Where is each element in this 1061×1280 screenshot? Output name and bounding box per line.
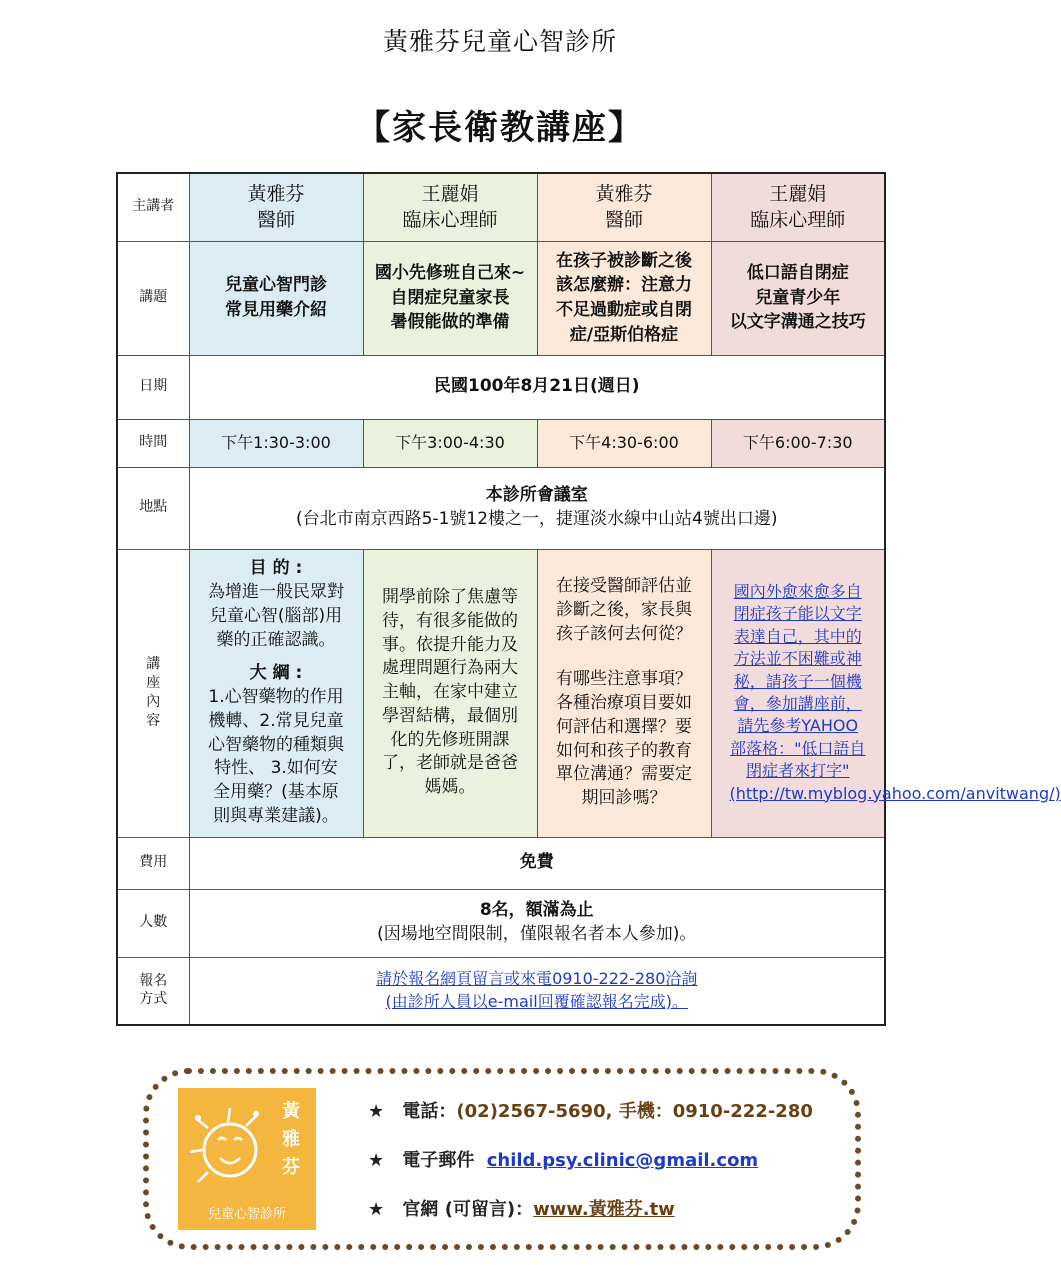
- topic-line: 常見用藥介紹: [225, 300, 327, 320]
- time-cell: 下午3:00-4:30: [363, 419, 537, 467]
- topic-cell: [537, 241, 711, 355]
- page-title: 【家長衛教講座】: [356, 108, 644, 148]
- email-label: 電子郵件: [402, 1150, 475, 1171]
- time-row: [117, 419, 885, 467]
- speaker-role: 臨床心理師: [402, 209, 498, 232]
- website-link[interactable]: www.黃雅芬.tw: [533, 1199, 675, 1220]
- logo-subtitle: 兒童心智診所: [207, 1207, 286, 1222]
- speaker-name: 王麗娟: [769, 182, 827, 205]
- email-link[interactable]: child.psy.clinic@gmail.com: [486, 1150, 759, 1171]
- speaker-cell: [363, 173, 537, 241]
- star-icon: ★: [368, 1199, 385, 1220]
- people-cell: [189, 889, 885, 957]
- outline-label: 大 綱 :: [249, 663, 303, 684]
- row-label-topic: 講題: [117, 241, 189, 355]
- date-value: 民國100年8月21日(週日): [189, 355, 885, 419]
- row-label-speaker: 主講者: [117, 173, 189, 241]
- speaker-role: 醫師: [604, 209, 643, 232]
- phone-value[interactable]: (02)2567-5690, 手機：0910-222-280: [456, 1101, 813, 1122]
- time-cell: 下午6:00-7:30: [711, 419, 885, 467]
- logo-char: 黃: [282, 1101, 300, 1122]
- website-label: 官網 (可留言)：: [402, 1199, 534, 1220]
- topic-line: 低口語自閉症: [746, 263, 849, 284]
- signup-cell[interactable]: [189, 957, 885, 1025]
- speaker-name: 黃雅芬: [595, 182, 653, 205]
- row-label-signup: [117, 957, 189, 1025]
- purpose-label: 目 的 :: [249, 558, 303, 579]
- row-label-signup-text: 報名方式: [139, 972, 168, 1008]
- topic-cell: [363, 241, 537, 355]
- row-label-people: 人數: [117, 889, 189, 957]
- phone-line: [368, 1097, 813, 1123]
- place-name: 本診所會議室: [485, 485, 588, 506]
- place-row: [117, 467, 885, 549]
- email-line: [368, 1146, 758, 1172]
- clinic-name: 黃雅芬兒童心智診所: [382, 27, 617, 56]
- speaker-role: 醫師: [256, 209, 295, 232]
- content-cell-4-link[interactable]: [711, 549, 1061, 837]
- fee-row: [117, 837, 885, 889]
- speaker-cell: [711, 173, 885, 241]
- signup-link-line-1[interactable]: 請於報名網頁留言或來電0910-222-280洽詢: [376, 969, 698, 989]
- row-label-date: 日期: [117, 355, 189, 419]
- logo-char: 芬: [282, 1156, 300, 1178]
- content-text: 有哪些注意事項？各種治療項目要如何評估和選擇？要如何和孩子的教育單位溝通？需要定期回診嗎？: [556, 669, 692, 809]
- row-label-content-text: 講座內容: [146, 655, 161, 729]
- topic-line: 兒童青少年: [755, 287, 841, 308]
- blog-link-text[interactable]: 國內外愈來愈多自閉症孩子能以文字表達自己，其中的方法並不困難或神秘，請孩子一個機會，參加講座前，請先參考YAHOO部落格："低口語自閉症者來打字"(http://tw.myblog.yahoo.com/anvitwang/): [729, 582, 1061, 803]
- purpose-text: 為增進一般民眾對兒童心智(腦部)用藥的正確認識。: [208, 581, 344, 650]
- topic-cell: [189, 241, 363, 355]
- topic-line: 自閉症兒童家長: [390, 287, 510, 308]
- content-cell-1: [189, 549, 363, 837]
- speaker-row: [117, 173, 885, 241]
- clinic-logo: [178, 1088, 316, 1230]
- date-row: [117, 355, 885, 419]
- content-row: [117, 549, 885, 837]
- speaker-role: 臨床心理師: [750, 209, 846, 232]
- content-text: 在接受醫師評估並診斷之後，家長與孩子該何去何從？: [556, 575, 692, 644]
- outline-text: 1.心智藥物的作用機轉、2.常見兒童心智藥物的種類與特性、 3.如何安全用藥？(基本原則與專業建議)。: [208, 687, 344, 827]
- logo-characters: [280, 1098, 302, 1182]
- signup-link-line-2[interactable]: (由診所人員以e-mail回覆確認報名完成)。: [385, 991, 688, 1011]
- signup-row: [117, 957, 885, 1025]
- row-label-fee: 費用: [117, 837, 189, 889]
- star-icon: ★: [368, 1150, 385, 1171]
- time-cell: 下午4:30-6:00: [537, 419, 711, 467]
- topic-line: 在孩子被診斷之後: [556, 250, 692, 271]
- star-icon: ★: [368, 1101, 385, 1122]
- people-row: [117, 889, 885, 957]
- row-label-place: 地點: [117, 467, 189, 549]
- row-label-time: 時間: [117, 419, 189, 467]
- phone-label: 電話：: [402, 1101, 457, 1122]
- time-cell: 下午1:30-3:00: [189, 419, 363, 467]
- topic-line: 暑假能做的準備: [390, 312, 510, 333]
- row-label-content: [117, 549, 189, 837]
- topic-row: [117, 241, 885, 355]
- topic-line: 症/亞斯伯格症: [569, 324, 679, 345]
- content-cell-2: [363, 549, 537, 837]
- content-text: 開學前除了焦慮等待，有很多能做的事。依提升能力及處理問題行為兩大主軸，在家中建立學習結構，最個別化的先修班開課了，老師就是爸爸媽媽。: [382, 586, 518, 798]
- topic-line: 該怎麼辦：注意力: [556, 275, 692, 296]
- people-note: (因場地空間限制，僅限報名者本人參加)。: [377, 924, 697, 944]
- topic-cell: [711, 241, 885, 355]
- speaker-cell: [537, 173, 711, 241]
- topic-line: 國小先修班自己來~: [374, 263, 526, 284]
- topic-line: 以文字溝通之技巧: [729, 312, 866, 333]
- logo-char: 雅: [282, 1128, 300, 1150]
- fee-value: 免費: [189, 837, 885, 889]
- speaker-cell: [189, 173, 363, 241]
- place-address: (台北市南京西路5-1號12樓之一，捷運淡水線中山站4號出口邊): [296, 509, 778, 529]
- website-line: [368, 1195, 675, 1221]
- content-cell-3: [537, 549, 711, 837]
- lecture-schedule-table: [116, 172, 1061, 1026]
- topic-line: 兒童心智門診: [225, 275, 327, 296]
- speaker-name: 王麗娟: [421, 182, 479, 205]
- speaker-name: 黃雅芬: [247, 182, 305, 205]
- place-cell: [189, 467, 885, 549]
- topic-line: 不足過動症或自閉: [556, 300, 692, 320]
- people-main: 8名，額滿為止: [479, 900, 594, 921]
